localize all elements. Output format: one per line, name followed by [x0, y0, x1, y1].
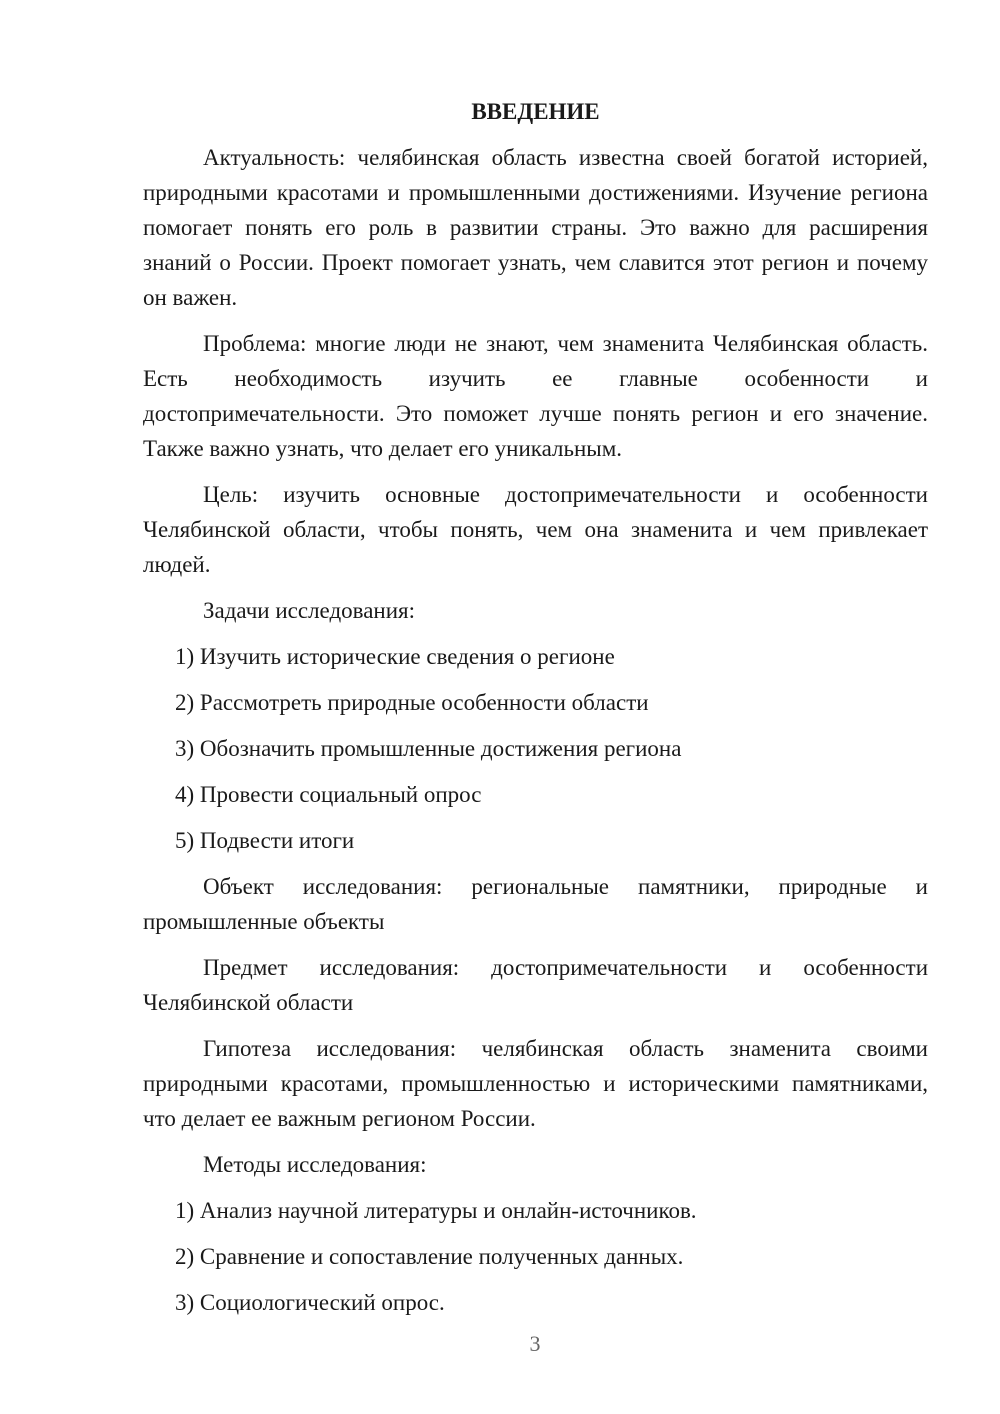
subject-paragraph: Предмет исследования: достопримечательности и особенности Челябинской области [143, 955, 928, 1015]
list-item: 1) Изучить исторические сведения о регионе [175, 644, 615, 669]
hypothesis-paragraph: Гипотеза исследования: челябинская область знаменита своими природными красотами, промышленностью и историческими памятниками, что делает ее важным регионом России. [143, 1036, 928, 1131]
object-paragraph: Объект исследования: региональные памятники, природные и промышленные объекты [143, 874, 928, 934]
tasks-list [143, 639, 928, 858]
list-item: 2) Рассмотреть природные особенности области [175, 690, 649, 715]
goal-paragraph: Цель: изучить основные достопримечательности и особенности Челябинской области, чтобы понять, чем она знаменита и чем привлекает людей. [143, 482, 928, 577]
list-item: 4) Провести социальный опрос [175, 782, 482, 807]
page-title: ВВЕДЕНИЕ [471, 99, 600, 124]
page-number: 3 [529, 1331, 541, 1356]
tasks-label: Задачи исследования: [203, 598, 416, 623]
problem-paragraph: Проблема: многие люди не знают, чем знаменита Челябинская область. Есть необходимость изучить ее главные особенности и достопримечательности. Это поможет лучше понять регион и его значение. Также важно узнать, что делает его уникальным. [143, 331, 928, 461]
list-item: 3) Социологический опрос. [175, 1290, 445, 1315]
methods-label: Методы исследования: [203, 1152, 427, 1177]
methods-list [143, 1193, 928, 1320]
list-item: 1) Анализ научной литературы и онлайн-источников. [175, 1198, 697, 1223]
page-content [143, 94, 928, 1331]
list-item: 5) Подвести итоги [175, 828, 355, 853]
list-item: 3) Обозначить промышленные достижения региона [175, 736, 682, 761]
relevance-paragraph: Актуальность: челябинская область известна своей богатой историей, природными красотами и промышленными достижениями. Изучение региона помогает понять его роль в развитии страны. Это важно для расширения знаний о России. Проект помогает узнать, чем славится этот регион и почему он важен. [143, 145, 928, 310]
list-item: 2) Сравнение и сопоставление полученных данных. [175, 1244, 684, 1269]
